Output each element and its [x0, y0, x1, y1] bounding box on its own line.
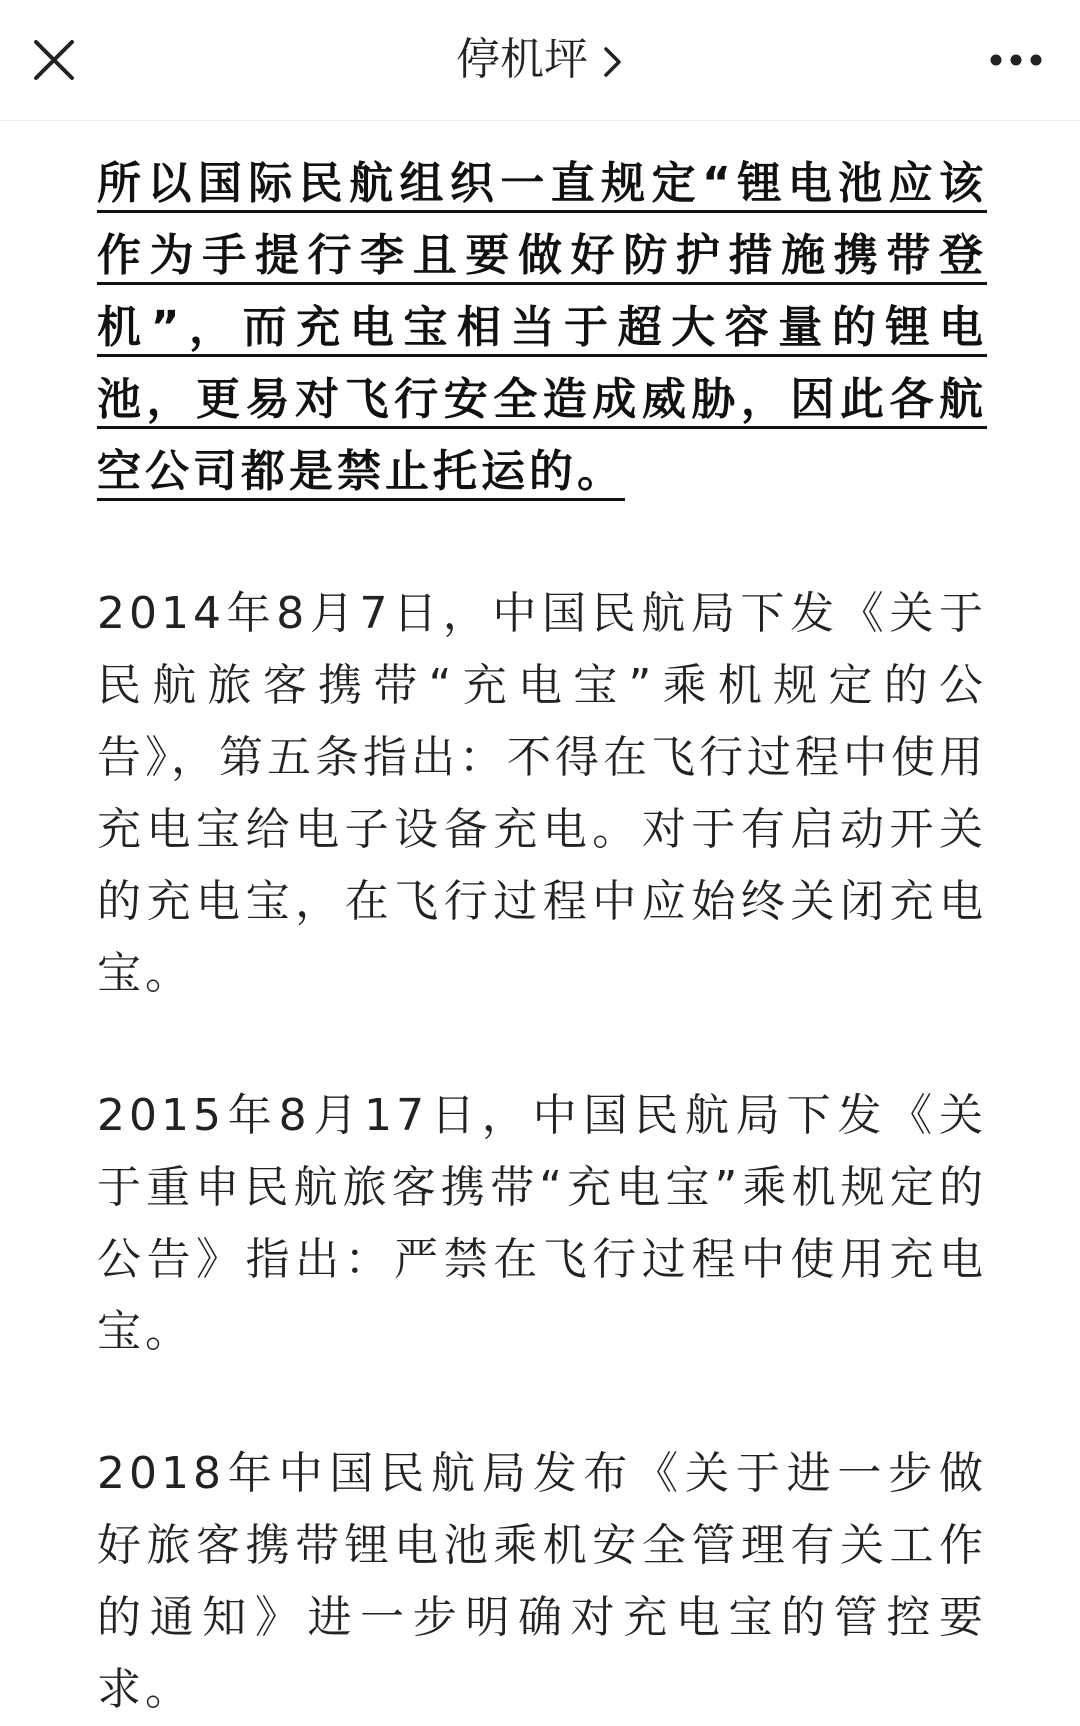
article-paragraph-highlight	[97, 148, 987, 508]
chevron-right-icon	[602, 45, 624, 79]
article-paragraph: 2014年8月7日，中国民航局下发《关于民航旅客携带“充电宝”乘机规定的公告》，第五条指出：不得在飞行过程中使用充电宝给电子设备充电。对于有启动开关的充电宝，在飞行过程中应始终关闭充电宝。	[97, 588, 987, 999]
article-paragraph: 2015年8月17日，中国民航局下发《关于重申民航旅客携带“充电宝”乘机规定的公告》指出：严禁在飞行过程中使用充电宝。	[97, 1090, 987, 1357]
article-paragraph: 2018年中国民航局发布《关于进一步做好旅客携带锂电池乘机安全管理有关工作的通知》进一步明确对充电宝的管控要求。	[97, 1448, 987, 1715]
top-nav-bar	[0, 0, 1080, 121]
account-title: 停机坪	[456, 34, 588, 85]
article-body	[97, 148, 987, 1726]
highlight-text: 所以国际民航组织一直规定“锂电池应该作为手提行李且要做好防护措施携带登机”，而充电宝相当于超大容量的锂电池，更易对飞行安全造成威胁，因此各航空公司都是禁止托运的。	[97, 158, 987, 497]
more-button[interactable]	[986, 42, 1046, 78]
more-icon	[986, 42, 1046, 78]
account-title-link[interactable]	[0, 30, 1080, 90]
